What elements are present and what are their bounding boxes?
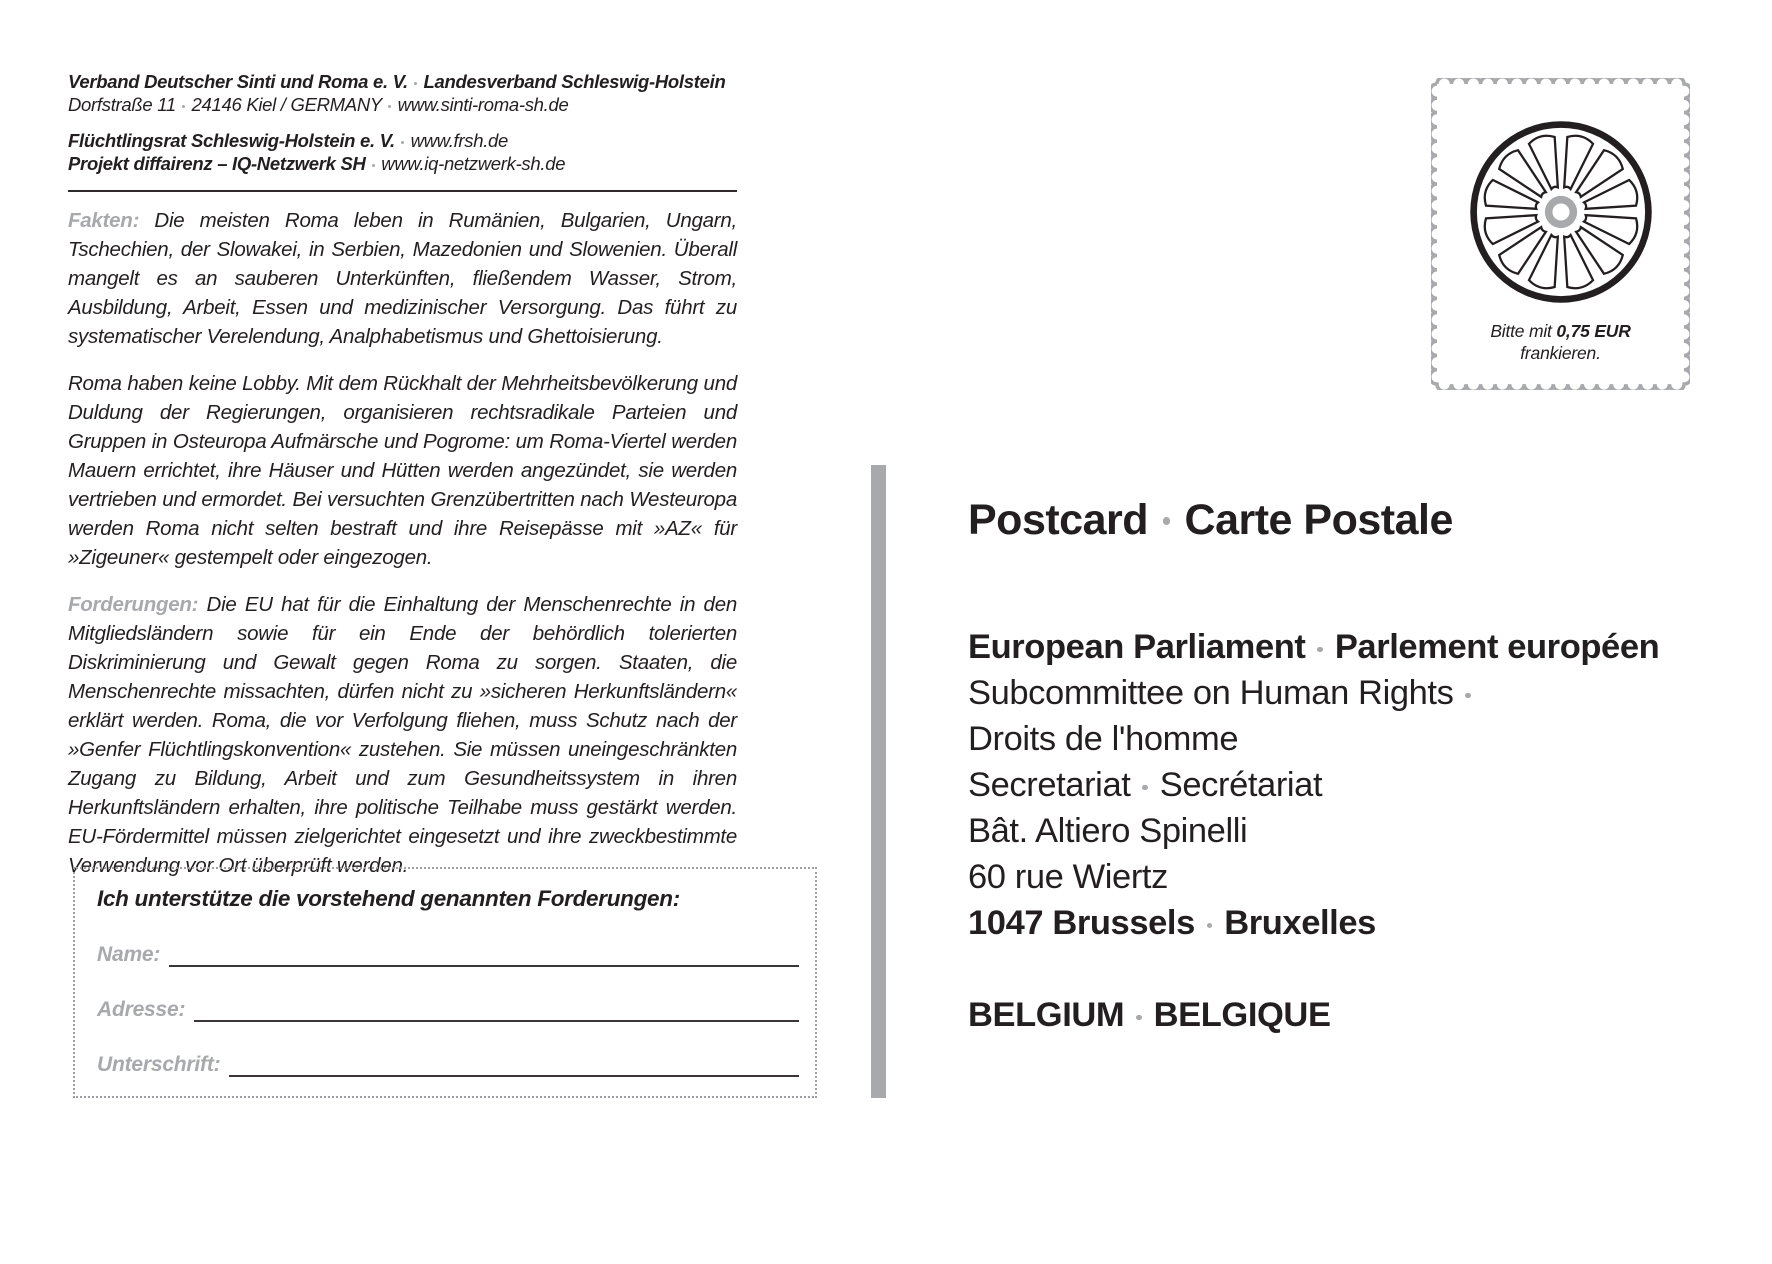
separator-dot [401,141,404,144]
separator-dot [1163,517,1170,524]
header-rule [68,190,737,192]
separator-dot [1465,693,1471,699]
paragraph: Roma haben keine Lobby. Mit dem Rückhalt der Mehrheitsbevölkerung und Duldung der Regierungen, organisieren rechtsradikale Parteien und Gruppen in Osteuropa Aufmärsche und Pogrome: um Roma-Viertel werden Mauern errichtet, ihre Häuser und Hütten werden angezündet, sie werden vertrieben und ermordet. Bei versuchten Grenzübertritten nach Westeuropa werden Roma nicht selten bestraft und ihre Reisepässe mit »AZ« für »Zigeuner« gestempelt oder eingezogen. [68,372,737,569]
text-segment: www.iq-netzwerk-sh.de [381,153,566,174]
signature-field[interactable] [229,1053,799,1077]
text-segment: www.frsh.de [410,130,509,151]
recipient-city [968,900,1659,946]
text-segment: Landesverband Schleswig-Holstein [423,71,726,92]
separator-dot [1142,785,1148,791]
separator-dot [414,82,417,85]
text-segment: Bât. Altiero Spinelli [968,812,1248,850]
separator-dot [388,105,391,108]
recipient-subcommittee-fr [968,716,1659,762]
text-segment: 24146 Kiel / GERMANY [191,94,382,115]
petition-box [73,867,817,1098]
text-segment: BELGIQUE [1153,996,1331,1034]
recipient-org [968,624,1659,670]
text-segment: Subcommittee on Human Rights [968,674,1454,712]
recipient-country [968,992,1659,1038]
roma-wheel-icon [1466,117,1656,307]
text-segment: Verband Deutscher Sinti und Roma e. V. [68,71,408,92]
text-segment: 60 rue Wiertz [968,858,1168,896]
divider-bar [871,465,886,1098]
postcard-title-fr: Carte Postale [1184,496,1453,544]
address-field[interactable] [194,998,799,1022]
paragraph-label: Forderungen: [68,593,207,616]
text-segment: Droits de l'homme [968,720,1239,758]
text-segment: Secrétariat [1159,766,1323,804]
separator-dot [372,164,375,167]
address-field-label: Adresse: [97,998,186,1021]
text-segment: Bruxelles [1224,904,1376,942]
text-segment: www.sinti-roma-sh.de [397,94,569,115]
postage-stamp-area [1431,78,1690,390]
text-segment: Dorfstraße 11 [68,94,176,115]
left-column [68,70,737,898]
paragraph: Forderungen: Die EU hat für die Einhaltung der Menschenrechte in den Mitgliedsländern sowie für ein Ende der behördlich tolerierten Diskriminierung und Gewalt gegen Roma zu sorgen. Staaten, die Menschenrechte missachten, dürfen nicht zu »sicheren Herkunftsländern« erklärt werden. Roma, die vor Verfolgung fliehen, muss Schutz nach der »Genfer Flüchtlingskonvention« zustehen. Sie müssen uneingeschränkten Zugang zu Bildung, Arbeit und zum Gesundheitssystem in ihren Herkunftsländern erhalten, ihre politische Teilhabe muss gestärkt werden. EU-Fördermittel müssen zielgerichtet eingesetzt und ihre zweckbestimmte Verwendung vor Ort überprüft werden. [68,593,737,877]
name-field[interactable] [169,943,799,967]
text-segment: European Parliament [968,628,1306,666]
name-field-row [97,943,799,967]
recipient-address [968,624,1659,1038]
text-segment: BELGIUM [968,996,1125,1034]
recipient-secretariat [968,762,1659,808]
paragraph: Fakten: Die meisten Roma leben in Rumänien, Bulgarien, Ungarn, Tschechien, der Slowakei, in Serbien, Mazedonien und Slowenien. Überall mangelt es an sauberen Unterkünften, fließendem Wasser, Strom, Ausbildung, Arbeit, Essen und medizinischer Versorgung. Das führt zu systematischer Verelendung, Analphabetismus und Ghettoisierung. [68,209,737,348]
petition-heading: Ich unterstütze die vorstehend genannten Forderungen: [97,886,680,911]
separator-dot [1317,647,1323,653]
sender-org-2 [68,129,737,152]
recipient-street [968,854,1659,900]
text-segment: Secretariat [968,766,1131,804]
sender-org-3 [68,152,737,175]
sender-org-1 [68,70,737,93]
recipient-subcommittee [968,670,1659,716]
stamp-caption-line2: frankieren. [1520,342,1601,363]
recipient-building [968,808,1659,854]
stamp-caption-value: 0,75 EUR [1556,321,1631,341]
stamp-caption-prefix: Bitte mit [1490,321,1557,341]
text-segment: Projekt diffairenz – IQ-Netzwerk SH [68,153,366,174]
text-segment: 1047 Brussels [968,904,1195,942]
sender-block [68,70,737,175]
postcard-title [968,496,1453,545]
separator-dot [1136,1015,1142,1021]
sender-address-1 [68,93,737,116]
address-field-row [97,998,799,1022]
signature-field-label: Unterschrift: [97,1053,221,1076]
postcard-title-en: Postcard [968,496,1149,544]
name-field-label: Name: [97,943,161,966]
petition-fields [97,943,799,1077]
text-segment: Flüchtlingsrat Schleswig-Holstein e. V. [68,130,395,151]
separator-dot [1207,923,1213,929]
text-segment: Parlement européen [1334,628,1660,666]
separator-dot [182,105,185,108]
paragraph-label: Fakten: [68,209,155,232]
body-text [68,206,737,880]
stamp-caption [1431,321,1690,364]
signature-field-row [97,1053,799,1077]
